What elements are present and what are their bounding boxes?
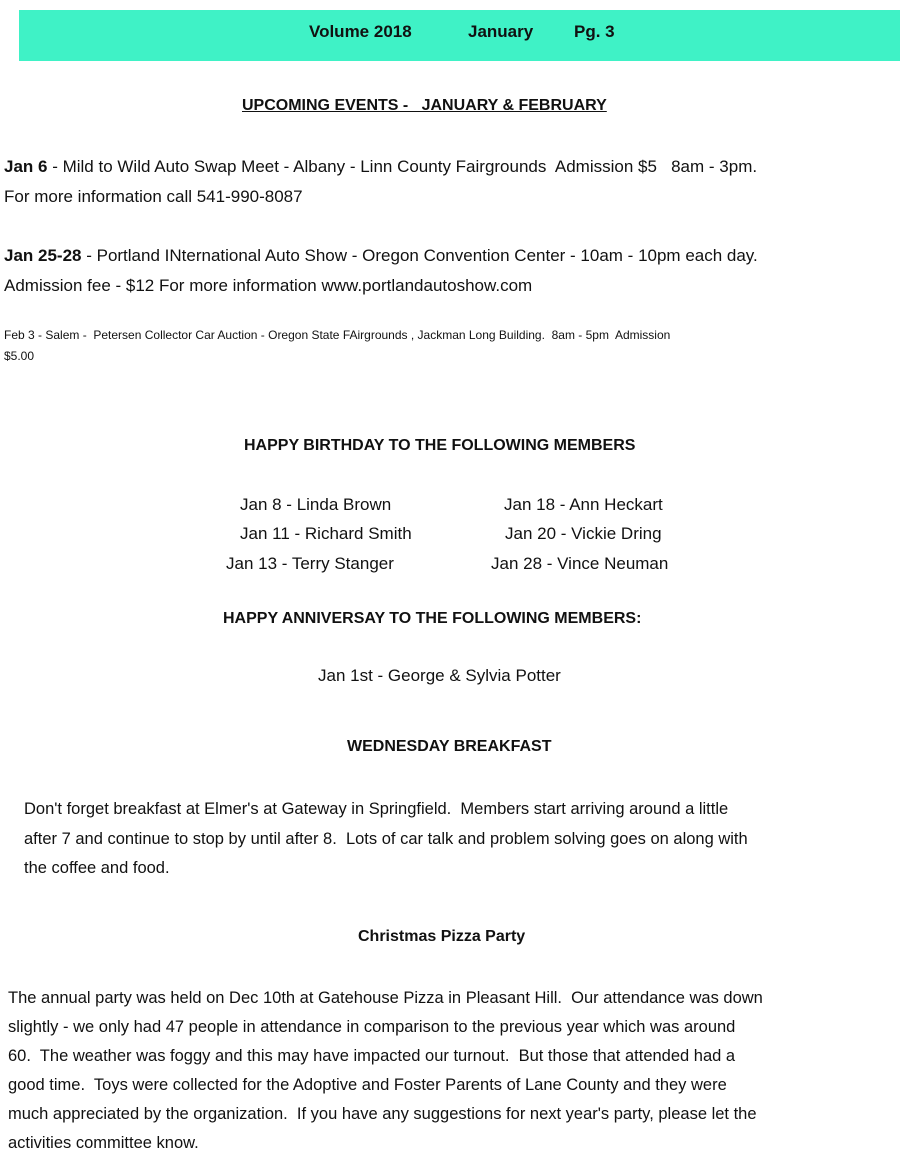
month-label: January [468, 22, 534, 41]
header-bar [19, 10, 900, 61]
birthday-entry: Jan 18 - Ann Heckart [504, 495, 663, 514]
anniversary-entry: Jan 1st - George & Sylvia Potter [318, 666, 561, 685]
paragraph-line: the coffee and food. [24, 859, 170, 877]
paragraph-line: slightly - we only had 47 people in attendance in comparison to the previous year which was around [8, 1018, 736, 1036]
event-text: Feb 3 - Salem - Petersen Collector Car Auction - Oregon State FAirgrounds , Jackman Long Building. 8am - 5pm Admission [4, 328, 671, 342]
event-text-continued: For more information call 541-990-8087 [4, 186, 303, 206]
event-feb3 [4, 325, 670, 367]
event-jan6 [4, 152, 757, 211]
birthday-entry: Jan 11 - Richard Smith [240, 524, 412, 543]
party-paragraph [8, 984, 896, 1158]
birthday-entry: Jan 8 - Linda Brown [240, 495, 392, 514]
event-text: - Mild to Wild Auto Swap Meet - Albany - Linn County Fairgrounds Admission $5 8am - 3pm. [47, 157, 758, 176]
birthday-heading: HAPPY BIRTHDAY TO THE FOLLOWING MEMBERS [244, 437, 636, 454]
paragraph-line: The annual party was held on Dec 10th at Gatehouse Pizza in Pleasant Hill. Our attendance was down [8, 989, 763, 1007]
paragraph-line: 60. The weather was foggy and this may have impacted our turnout. But those that attended had a [8, 1047, 736, 1065]
event-text: - Portland INternational Auto Show - Oregon Convention Center - 10am - 10pm each day. [81, 246, 758, 265]
event-jan25 [4, 241, 758, 300]
paragraph-line: much appreciated by the organization. If you have any suggestions for next year's party, please let the [8, 1105, 757, 1123]
birthday-entry: Jan 13 - Terry Stanger [226, 554, 394, 573]
paragraph-line: Don't forget breakfast at Elmer's at Gateway in Springfield. Members start arriving around a little [24, 800, 729, 818]
events-heading: UPCOMING EVENTS - JANUARY & FEBRUARY [242, 97, 607, 114]
birthday-entry: Jan 28 - Vince Neuman [491, 554, 669, 573]
birthday-entry: Jan 20 - Vickie Dring [505, 524, 662, 543]
event-text-continued: Admission fee - $12 For more information www.portlandautoshow.com [4, 275, 533, 295]
event-text-continued: $5.00 [4, 349, 35, 363]
breakfast-paragraph [24, 795, 896, 884]
page-number: Pg. 3 [574, 22, 615, 41]
breakfast-heading: WEDNESDAY BREAKFAST [347, 738, 552, 755]
paragraph-line: after 7 and continue to stop by until after 8. Lots of car talk and problem solving goes on along with [24, 829, 748, 848]
event-date: Jan 25-28 [4, 246, 82, 265]
event-date: Jan 6 [4, 157, 48, 176]
anniversary-heading: HAPPY ANNIVERSAY TO THE FOLLOWING MEMBERS: [223, 610, 642, 627]
party-heading: Christmas Pizza Party [358, 928, 526, 945]
volume-label: Volume 2018 [309, 22, 412, 41]
paragraph-line: good time. Toys were collected for the Adoptive and Foster Parents of Lane County and they were [8, 1076, 727, 1094]
paragraph-line: activities committee know. [8, 1134, 199, 1152]
